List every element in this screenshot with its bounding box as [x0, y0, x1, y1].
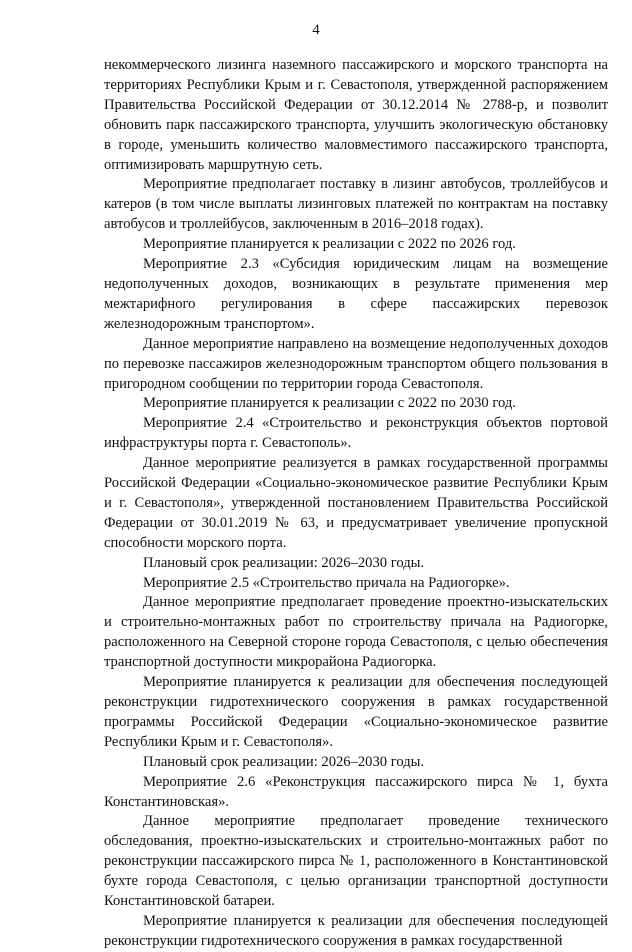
paragraph-measure-2-6-description: Данное мероприятие предполагает проведение технического обследования, проектно-изыскательских и строительно-монтажных работ по реконструкции пассажирского пирса № 1, расположенного в Константиновской бухте города Севастополя, с целью организации транспортной доступности Константиновской батареи.	[104, 813, 608, 910]
paragraph-measure-2-6-purpose: Мероприятие планируется к реализации для обеспечения последующей реконструкции гидротехнического сооружения в рамках государственной	[104, 912, 608, 949]
paragraph-period-2022-2030: Мероприятие планируется к реализации с 2022 по 2030 год.	[143, 395, 516, 412]
document-body	[104, 56, 608, 952]
paragraph-continuation: некоммерческого лизинга наземного пассажирского и морского транспорта на территориях Республики Крым и г. Севастополя, утвержденной распоряжением Правительства Российской Федерации от 30.12.2014 № 2788-р, и позволит обновить парк пассажирского транспорта, улучшить экологическую обстановку в городе, уменьшить количество маловместимого пассажирского транспорта, оптимизировать маршрутную сеть.	[104, 57, 608, 173]
paragraph-planned-term: Плановый срок реализации: 2026–2030 годы.	[143, 554, 425, 571]
measure-2-6-heading: Мероприятие 2.6 «Реконструкция пассажирского пирса № 1, бухта Константиновская».	[104, 773, 608, 810]
paragraph-measure-2-4-description: Данное мероприятие реализуется в рамках государственной программы Российской Федерации «Социально-экономическое развитие Республики Крым и г. Севастополя», утвержденной постановлением Правительства Российской Федерации от 30.01.2019 № 63, и предусматривает увеличение пропускной способности морского порта.	[104, 455, 608, 551]
measure-2-5-heading: Мероприятие 2.5 «Строительство причала на Радиогорке».	[143, 574, 510, 591]
paragraph-measure-2-3-description: Данное мероприятие направлено на возмещение недополученных доходов по перевозке пассажиров железнодорожным транспортом общего пользования в пригородном сообщении по территории города Севастополя.	[104, 335, 608, 392]
measure-2-4-heading: Мероприятие 2.4 «Строительство и реконструкция объектов портовой инфраструктуры порта г. Севастополь».	[104, 415, 608, 452]
paragraph-measure-2-5-purpose: Мероприятие планируется к реализации для обеспечения последующей реконструкции гидротехнического сооружения в рамках государственной программы Российской Федерации «Социально-экономическое развитие Республики Крым и г. Севастополя».	[104, 674, 608, 750]
paragraph-period-2022-2026: Мероприятие планируется к реализации с 2022 по 2026 год.	[143, 236, 516, 253]
page-number: 4	[312, 22, 320, 38]
paragraph-leasing-delivery: Мероприятие предполагает поставку в лизинг автобусов, троллейбусов и катеров (в том числе выплаты лизинговых платежей по контрактам на поставку автобусов и троллейбусов, заключенным в 2016–2018 годах).	[104, 176, 608, 233]
paragraph-planned-term: Плановый срок реализации: 2026–2030 годы.	[143, 753, 425, 770]
paragraph-measure-2-5-description: Данное мероприятие предполагает проведение проектно-изыскательских и строительно-монтажных работ по строительству причала на Радиогорке, расположенного на Северной стороне города Севастополя, с целью обеспечения транспортной доступности микрорайона Радиогорка.	[104, 594, 608, 671]
measure-2-3-heading: Мероприятие 2.3 «Субсидия юридическим лицам на возмещение недополученных доходов, возникающих в результате применения мер межтарифного регулирования в сфере пассажирских перевозок железнодорожным транспортом».	[104, 256, 608, 332]
